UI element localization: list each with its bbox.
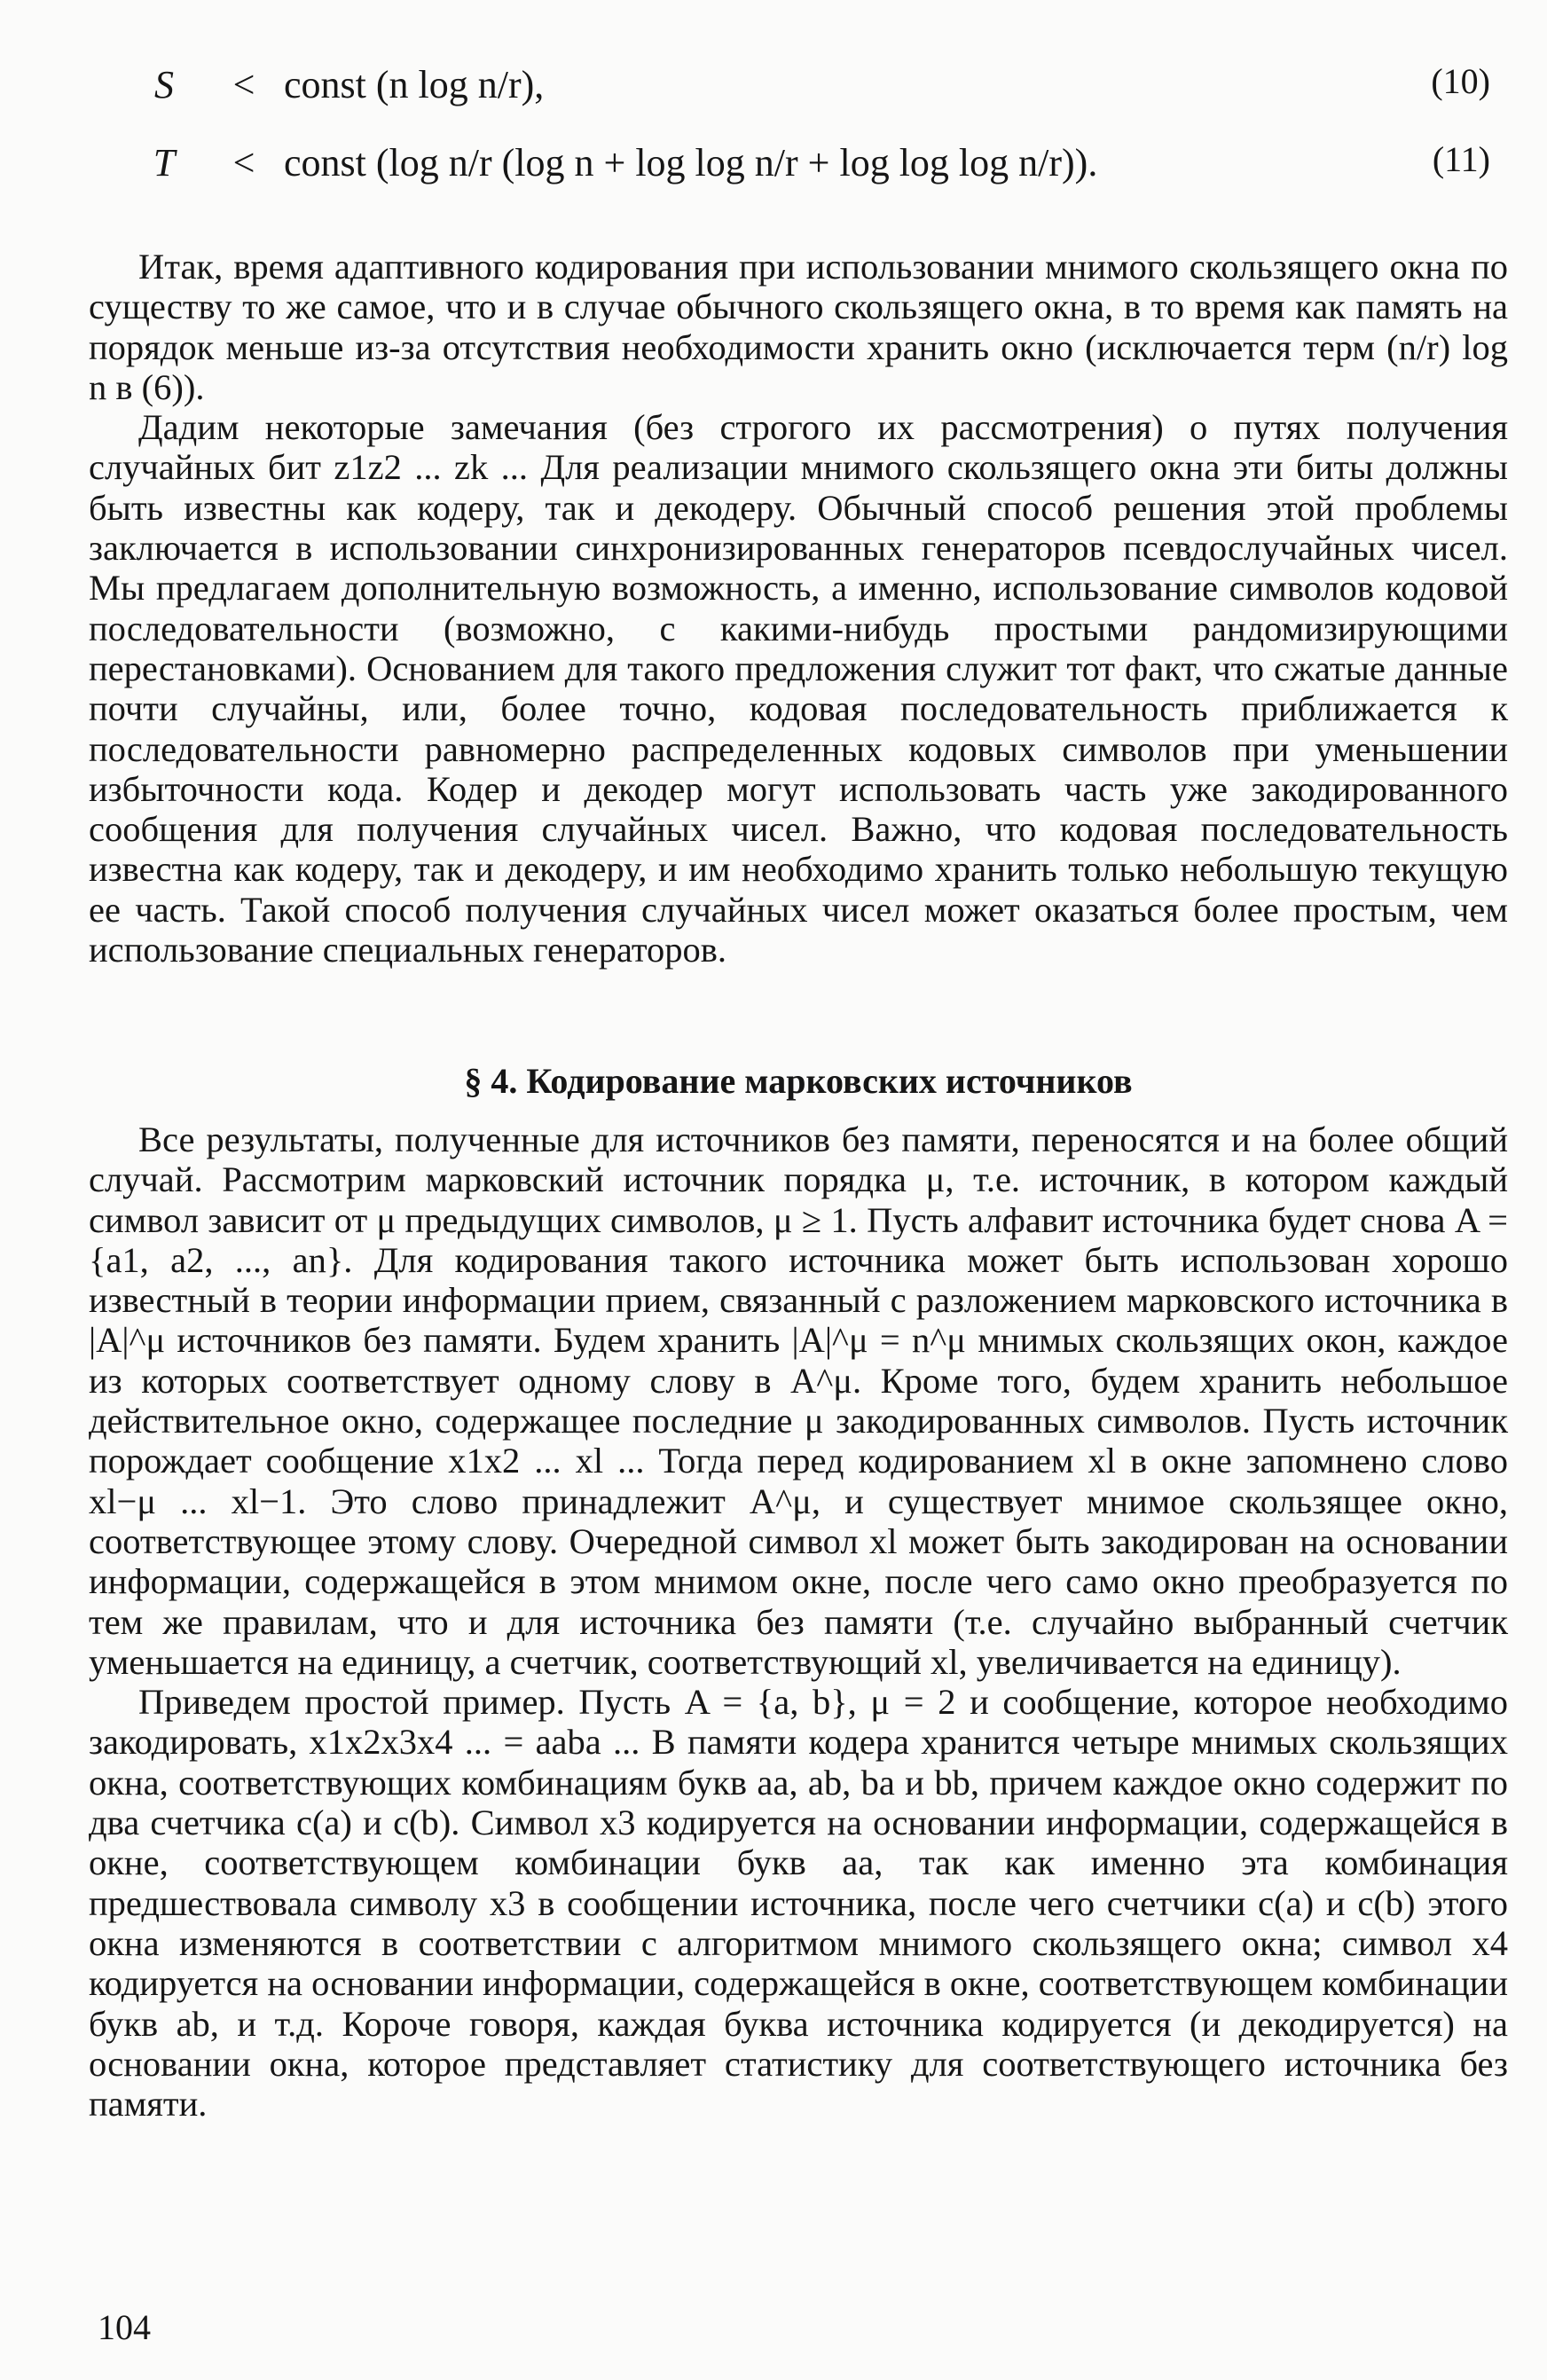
paragraph: Итак, время адаптивного кодирования при использовании мнимого скользящего окна по существу то же самое, что и в случае обычного скользящего окна, в то время как память на порядок меньше из-за отсутствия необходимости хранить окно (исключается терм (n/r) log n в (6)).	[89, 247, 1508, 407]
equation-11	[124, 124, 1490, 200]
equation-rhs: const (n log n/r),	[284, 62, 545, 106]
equation-10	[124, 46, 1490, 122]
equation-number: (10)	[1431, 61, 1490, 101]
equation-relation: <	[232, 140, 255, 185]
equation-lhs: S	[154, 62, 174, 106]
text-block-top	[89, 247, 1508, 970]
equation-number: (11)	[1432, 139, 1490, 179]
paragraph: Все результаты, полученные для источников без памяти, переносятся и на более общий случай. Рассмотрим марковский источник порядка μ, т.е. источник, в котором каждый символ зависит от μ предыдущих символов, μ ≥ 1. Пусть алфавит источника будет снова A = {a1, a2, ..., an}. Для кодирования такого источника может быть использован хорошо известный в теории информации прием, связанный с разложением марковского источника в |A|^μ источников без памяти. Будем хранить |A|^μ = n^μ мнимых скользящих окон, каждое из которых соответствует одному слову в A^μ. Кроме того, будем хранить небольшое действительное окно, содержащее последние μ закодированных символов. Пусть источник порождает сообщение x1x2 ... xl ... Тогда перед кодированием xl в окне запомнено слово xl−μ ... xl−1. Это слово принадлежит A^μ, и существует мнимое скользящее окно, соответствующее этому слову. Очередной символ xl может быть закодирован на основании информации, содержащейся в этом мнимом окне, после чего само окно преобразуется по тем же правилам, что и для источника без памяти (т.е. случайно выбранный счетчик уменьшается на единицу, а счетчик, соответствующий xl, увеличивается на единицу).	[89, 1119, 1508, 1682]
text-block-bottom	[89, 1119, 1508, 2124]
page-number: 104	[98, 2307, 151, 2347]
equation-rhs: const (log n/r (log n + log log n/r + log log log n/r)).	[284, 140, 1098, 185]
paragraph: Приведем простой пример. Пусть A = {a, b}, μ = 2 и сообщение, которое необходимо закодировать, x1x2x3x4 ... = aaba ... В памяти кодера хранится четыре мнимых скользящих окна, соответствующих комбинациям букв aa, ab, ba и bb, причем каждое окно содержит по два счетчика c(a) и c(b). Символ x3 кодируется на основании информации, содержащейся в окне, соответствующем комбинации букв aa, так как именно эта комбинация предшествовала символу x3 в сообщении источника, после чего счетчики c(a) и c(b) этого окна изменяются в соответствии с алгоритмом мнимого скользящего окна; символ x4 кодируется на основании информации, содержащейся в окне, соответствующем комбинации букв ab, и т.д. Короче говоря, каждая буква источника кодируется (и декодируется) на основании окна, которое представляет статистику для соответствующего источника без памяти.	[89, 1682, 1508, 2125]
equation-relation: <	[232, 62, 255, 106]
equation-lhs: T	[153, 140, 176, 185]
paragraph: Дадим некоторые замечания (без строгого их рассмотрения) о путях получения случайных бит z1z2 ... zk ... Для реализации мнимого скользящего окна эти биты должны быть известны как кодеру, так и декодеру. Обычный способ решения этой проблемы заключается в использовании синхронизированных генераторов псевдослучайных чисел. Мы предлагаем дополнительную возможность, а именно, использование символов кодовой последовательности (возможно, с какими-нибудь простыми рандомизирующими перестановками). Основанием для такого предложения служит тот факт, что сжатые данные почти случайны, или, более точно, кодовая последовательность приближается к последовательности равномерно распределенных кодовых символов при уменьшении избыточности кода. Кодер и декодер могут использовать часть уже закодированного сообщения для получения случайных чисел. Важно, что кодовая последовательность известна как кодеру, так и декодеру, и им необходимо хранить только небольшую текущую ее часть. Такой способ получения случайных чисел может оказаться более простым, чем использование специальных генераторов.	[89, 407, 1508, 970]
section-heading: § 4. Кодирование марковских источников	[464, 1061, 1133, 1101]
